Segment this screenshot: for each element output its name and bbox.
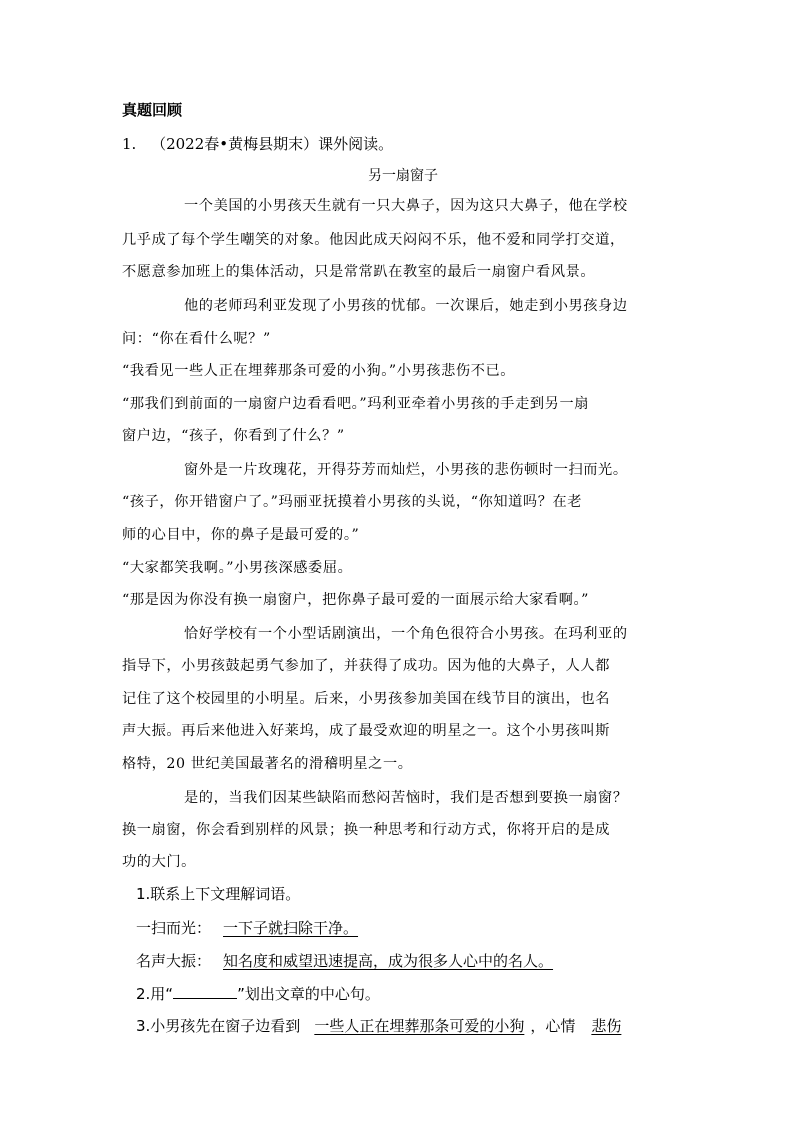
term-label: 名声大振：: [136, 952, 212, 970]
question-number: 1.: [122, 135, 137, 153]
story-line: 几乎成了每个学生嘲笑的对象。他因此成天闷闷不乐，他不爱和同学打交道，: [122, 232, 625, 248]
question-source: （2022春•黄梅县期末）课外阅读。: [151, 135, 394, 153]
story-line: 声大振。再后来他进入好莱坞，成了最受欢迎的明星之一。这个小男孩叫斯: [122, 723, 610, 739]
story-line: “孩子，你开错窗户了。”玛丽亚抚摸着小男孩的头说，“你知道吗？在老: [122, 494, 583, 510]
story-title: 另一扇窗子: [368, 168, 438, 184]
answer-underlined: 知名度和威望迅速提高，成为很多人心中的名人。: [223, 952, 554, 970]
task-3: 3.小男孩先在窗子边看到 一些人正在埋葬那条可爱的小狗 ，心情 悲伤: [136, 1017, 622, 1035]
story-line: 格特，20 世纪美国最著名的滑稽明星之一。: [122, 756, 413, 772]
underline-sample: [173, 984, 237, 999]
story-line: “我看见一些人正在埋葬那条可爱的小狗。”小男孩悲伤不已。: [122, 363, 516, 379]
story-line: 师的心目中，你的鼻子是最可爱的。”: [122, 527, 360, 543]
story-line: 他的老师玛利亚发现了小男孩的忧郁。一次课后，她走到小男孩身边: [184, 298, 628, 314]
task-1-item-2: [136, 951, 571, 971]
story-line: 记住了这个校园里的小明星。后来，小男孩参加美国在线节目的演出，也名: [122, 691, 610, 707]
question-header: [122, 134, 393, 154]
story-line: 一个美国的小男孩天生就有一只大鼻子，因为这只大鼻子，他在学校: [184, 198, 628, 214]
answer-underlined: 一些人正在埋葬那条可爱的小狗: [314, 1017, 525, 1035]
section-title: 真题回顾: [122, 101, 183, 119]
story-line: 不愿意参加班上的集体活动，只是常常趴在教室的最后一扇窗户看风景。: [122, 264, 596, 280]
story-line: 指导下，小男孩鼓起勇气参加了，并获得了成功。因为他的大鼻子，人人都: [122, 658, 610, 674]
story-line: 窗外是一片玫瑰花，开得芬芳而灿烂，小男孩的悲伤顿时一扫而光。: [184, 462, 628, 478]
task-2: 2.用“ ”划出文章的中心句。: [136, 985, 380, 1003]
story-line: 恰好学校有一个小型话剧演出，一个角色很符合小男孩。在玛利亚的: [184, 626, 628, 642]
story-line: 功的大门。: [122, 854, 196, 870]
story-line: “那我们到前面的一扇窗户边看看吧。”玛利亚牵着小男孩的手走到另一扇: [122, 396, 590, 412]
story-line: 问：“你在看什么呢？”: [122, 331, 271, 347]
answer-underlined: 一下子就扫除干净。: [223, 919, 359, 937]
story-line: “大家都笑我啊。”小男孩深感委屈。: [122, 560, 353, 576]
story-line: “那是因为你没有换一扇窗户，把你鼻子最可爱的一面展示给大家看啊。”: [122, 592, 590, 608]
story-line: 是的，当我们因某些缺陷而愁闷苦恼时，我们是否想到要换一扇窗？: [184, 790, 628, 806]
task-1-item-1: [136, 918, 368, 938]
story-line: 窗户边，“孩子，你看到了什么？”: [122, 428, 345, 444]
story-line: 换一扇窗，你会看到别样的风景；换一种思考和行动方式，你将开启的是成: [122, 822, 610, 838]
term-label: 一扫而光：: [136, 919, 212, 937]
task-1-prompt: 1.联系上下文理解词语。: [136, 885, 301, 903]
answer-underlined: 悲伤: [591, 1017, 622, 1035]
